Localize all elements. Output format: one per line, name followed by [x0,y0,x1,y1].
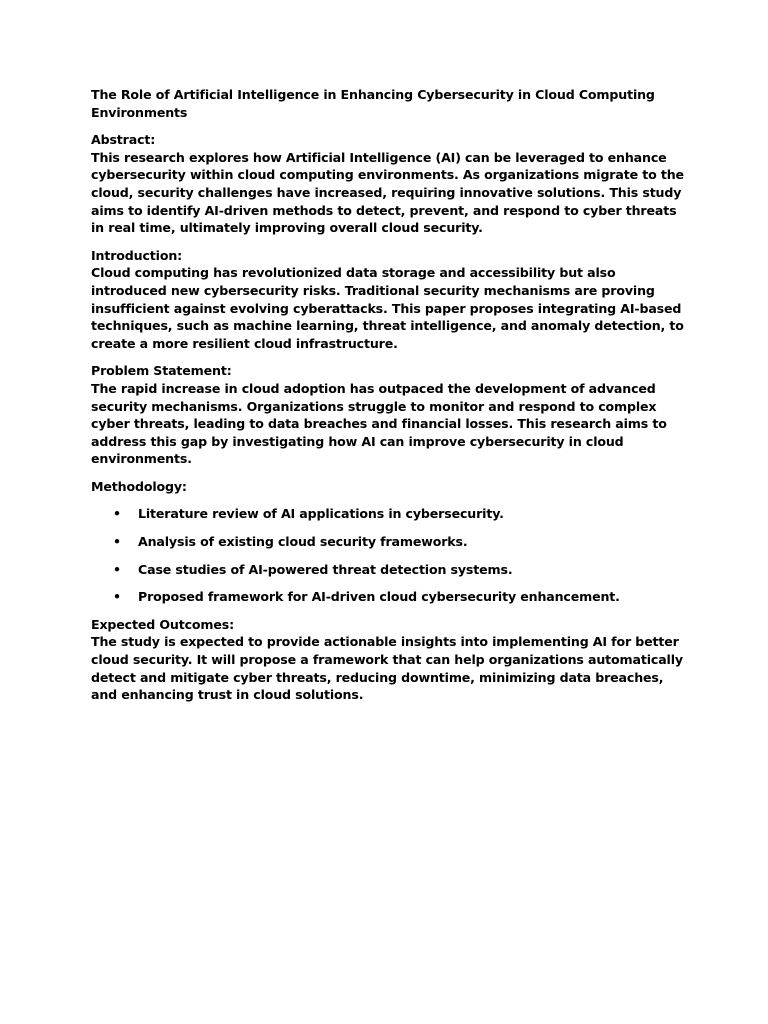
list-item-text: Case studies of AI-powered threat detection systems. [138,561,513,577]
list-item-text: Proposed framework for AI-driven cloud cybersecurity enhancement. [138,589,620,605]
problem-statement-section [91,362,688,468]
list-item [91,561,688,579]
list-item-text: Literature review of AI applications in cybersecurity. [138,506,504,522]
bullet-icon: • [113,589,121,605]
expected-outcomes-text: The study is expected to provide actionable insights into implementing AI for better cloud security. It will propose a framework that can help organizations automatically detect and mitigate cyber threats, reducing downtime, minimizing data breaches, and enhancing trust in cloud solutions. [91,634,683,703]
introduction-heading: Introduction: [91,247,183,263]
introduction-text: Cloud computing has revolutionized data storage and accessibility but also introduced new cybersecurity risks. Traditional security mechanisms are proving insufficient against evolving cyberattacks. This paper proposes integrating AI-based techniques, such as machine learning, threat intelligence, and anomaly detection, to create a more resilient cloud infrastructure. [91,265,684,351]
abstract-text: This research explores how Artificial Intelligence (AI) can be leveraged to enhance cybersecurity within cloud computing environments. As organizations migrate to the cloud, security challenges have increased, requiring innovative solutions. This study aims to identify AI-driven methods to detect, prevent, and respond to cyber threats in real time, ultimately improving overall cloud security. [91,149,684,236]
list-item [91,588,688,606]
bullet-icon: • [113,534,121,550]
problem-statement-text: The rapid increase in cloud adoption has outpaced the development of advanced security mechanisms. Organizations struggle to monitor and respond to complex cyber threats, leading to data breaches and financial losses. This research aims to address this gap by investigating how AI can improve cybersecurity in cloud environments. [91,380,667,467]
problem-statement-heading: Problem Statement: [91,363,232,379]
methodology-heading: Methodology: [91,478,187,494]
abstract-heading: Abstract: [91,132,156,148]
document-title: The Role of Artificial Intelligence in Enhancing Cybersecurity in Cloud Computing Environments [91,87,655,120]
expected-outcomes-heading: Expected Outcomes: [91,616,235,632]
bullet-icon: • [113,561,121,577]
bullet-icon: • [113,506,121,522]
list-item [91,505,688,523]
list-item-text: Analysis of existing cloud security frameworks. [138,534,468,550]
introduction-section [91,247,688,353]
methodology-section [91,478,688,606]
expected-outcomes-section [91,616,688,704]
list-item [91,533,688,551]
document-body [91,86,688,704]
methodology-list [91,505,688,605]
abstract-section [91,131,688,237]
